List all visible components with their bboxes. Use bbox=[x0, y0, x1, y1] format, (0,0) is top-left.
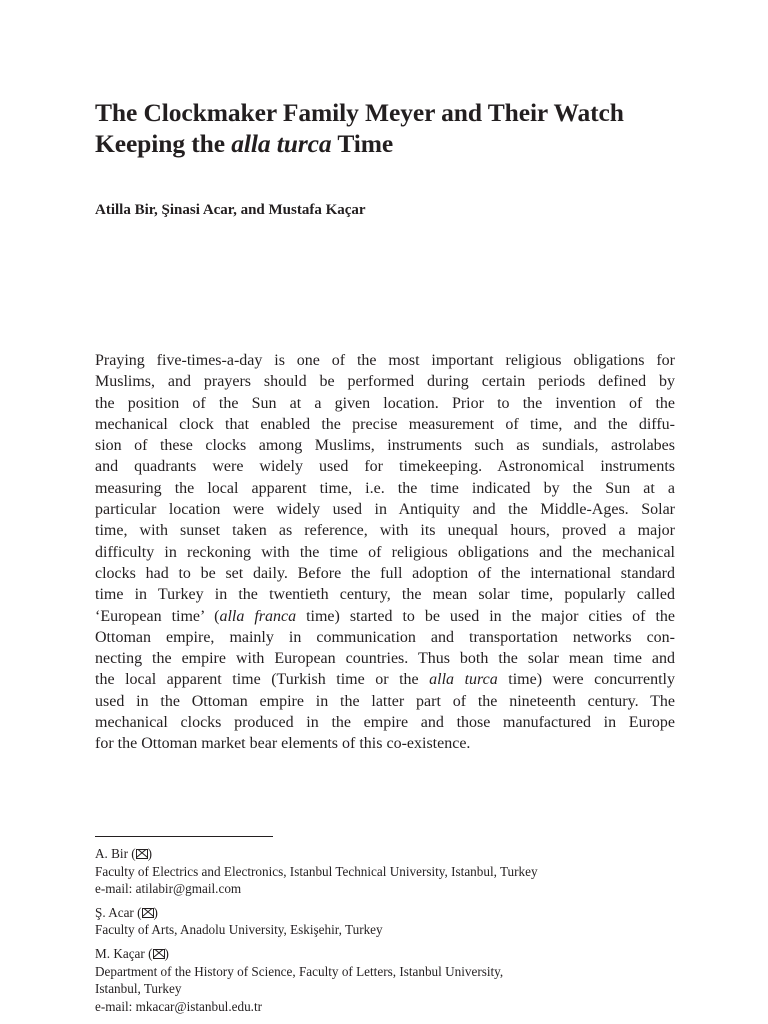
affiliation-name-line: Ş. Acar ( ) bbox=[95, 904, 158, 920]
envelope-icon bbox=[136, 849, 148, 859]
affiliation-bir bbox=[95, 845, 675, 898]
title-line-2 bbox=[95, 128, 695, 159]
paper-title bbox=[95, 97, 695, 159]
body-line: necting the empire with European countries. Thus both the solar mean time and bbox=[95, 650, 675, 668]
body-line: the position of the Sun at a given location. Prior to the invention of the bbox=[95, 394, 675, 412]
body-line: Ottoman empire, mainly in communication and transportation networks con- bbox=[95, 628, 675, 646]
affiliation-line: Department of the History of Science, Faculty of Letters, Istanbul University, bbox=[95, 963, 504, 979]
affiliation-kacar bbox=[95, 945, 675, 1015]
body-text: the local apparent time (Turkish time or the bbox=[95, 671, 430, 689]
envelope-icon bbox=[142, 908, 154, 918]
abstract-paragraph bbox=[95, 350, 675, 755]
italic-term: alla turca bbox=[429, 671, 498, 689]
affiliation-email: e-mail: atilabir@gmail.com bbox=[95, 881, 242, 897]
body-line: used in the Ottoman empire in the latter part of the nineteenth century. The bbox=[95, 692, 675, 710]
affiliation-line: Istanbul, Turkey bbox=[95, 981, 182, 997]
author-name: A. Bir bbox=[95, 846, 128, 861]
affiliation-line: Faculty of Electrics and Electronics, Istanbul Technical University, Istanbul, Turkey bbox=[95, 863, 538, 879]
italic-term: alla franca bbox=[219, 607, 297, 625]
title-line-1: The Clockmaker Family Meyer and Their Watch bbox=[95, 98, 624, 127]
author-affiliations bbox=[95, 845, 675, 1021]
body-line: mechanical clock that enabled the precise measurement of time, and the diffu- bbox=[95, 415, 675, 433]
body-line: mechanical clocks produced in the empire and those manufactured in Europe bbox=[95, 714, 675, 732]
body-line: sion of these clocks among Muslims, instruments such as sundials, astrolabes bbox=[95, 437, 675, 455]
affiliation-email: e-mail: mkacar@istanbul.edu.tr bbox=[95, 998, 263, 1014]
body-line: for the Ottoman market bear elements of this co-existence. bbox=[95, 735, 471, 753]
affiliation-acar bbox=[95, 904, 675, 939]
body-line: time, with sunset taken as reference, with its unequal hours, proved a major bbox=[95, 522, 675, 540]
title-line-2-end: Time bbox=[331, 129, 394, 158]
author-name: Ş. Acar bbox=[95, 904, 134, 920]
body-text: ‘European time’ ( bbox=[95, 607, 220, 625]
body-text: time) were concurrently bbox=[497, 671, 676, 689]
affiliation-name-line: A. Bir ( ) bbox=[95, 846, 153, 861]
title-line-2-start: Keeping the bbox=[95, 129, 232, 158]
footnote-divider bbox=[95, 836, 273, 837]
body-line: measuring the local apparent time, i.e. the time indicated by the Sun at a bbox=[95, 479, 675, 497]
body-line: time in Turkey in the twentieth century, the mean solar time, popularly called bbox=[95, 586, 675, 604]
body-line bbox=[95, 669, 675, 690]
title-italic-term: alla turca bbox=[231, 129, 332, 158]
body-line bbox=[95, 606, 675, 627]
body-line: Praying five-times-a-day is one of the most important religious obligations for bbox=[95, 352, 675, 369]
body-line: Muslims, and prayers should be performed during certain periods defined by bbox=[95, 373, 675, 391]
body-line: particular location were widely used in Antiquity and the Middle-Ages. Solar bbox=[95, 501, 675, 519]
body-line: difficulty in reckoning with the time of religious obligations and the mechanical bbox=[95, 543, 675, 561]
body-line: and quadrants were widely used for timekeeping. Astronomical instruments bbox=[95, 458, 675, 476]
affiliation-line: Faculty of Arts, Anadolu University, Eskişehir, Turkey bbox=[95, 922, 383, 938]
body-line: clocks had to be set daily. Before the full adoption of the international standard bbox=[95, 564, 675, 582]
author-name: M. Kaçar bbox=[95, 945, 145, 961]
envelope-icon bbox=[153, 949, 165, 959]
author-list: Atilla Bir, Şinasi Acar, and Mustafa Kaçar bbox=[95, 202, 366, 218]
affiliation-name-line: M. Kaçar ( ) bbox=[95, 945, 169, 961]
body-text: time) started to be used in the major cities of the bbox=[296, 607, 675, 625]
